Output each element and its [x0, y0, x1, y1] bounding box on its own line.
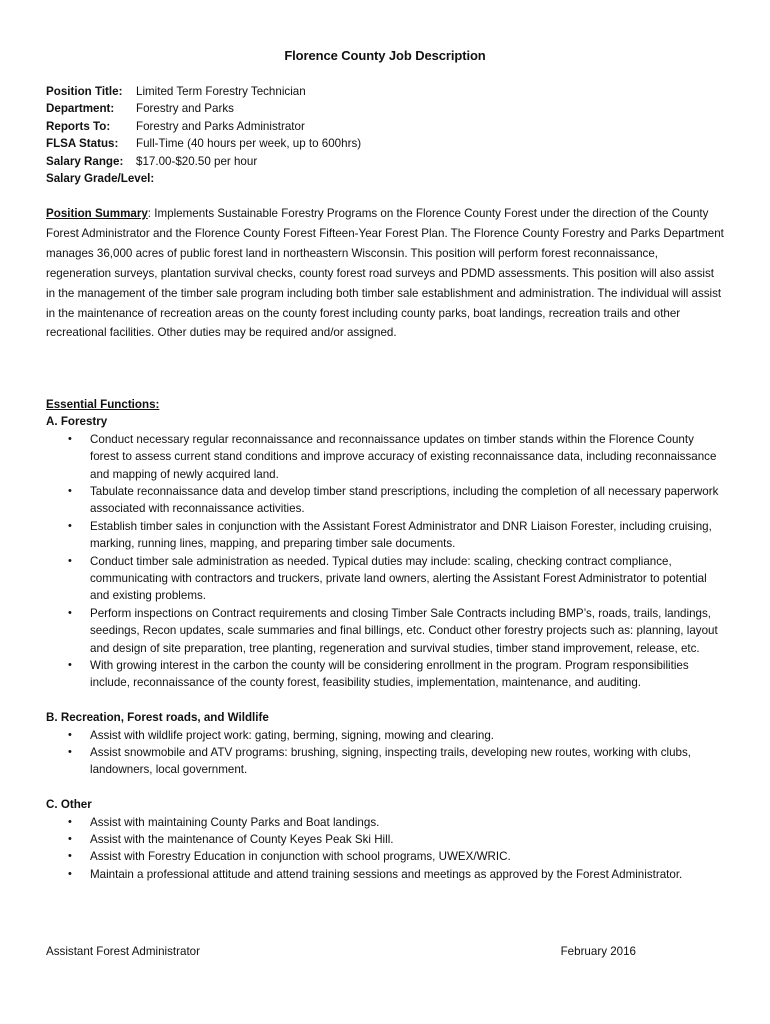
list-item-text: Assist with the maintenance of County Keyes Peak Ski Hill.	[90, 833, 394, 847]
position-summary-text: : Implements Sustainable Forestry Programs on the Florence County Forest under the direction of the County Forest Administrator and the Florence County Forest Fifteen-Year Forest Plan. The Florence County Forestry and Parks Department manages 36,000 acres of public forest land in northeastern Wisconsin. This position will perform forest reconnaissance, regeneration surveys, plantation survival checks, county forest road surveys and PDMD assessments. This position will also assist in the management of the timber sale program including both timber sale establishment and administration. The individual will assist in the maintenance of recreation areas on the county forest including county parks, boat landings, recreation trails and other recreational facilities. Other duties may be required and/or assigned.	[46, 207, 724, 340]
list-item	[46, 744, 726, 779]
list-item	[46, 483, 726, 518]
meta-label: Department:	[46, 102, 115, 116]
list-item	[46, 727, 726, 744]
list-item	[46, 553, 726, 605]
list-item	[46, 814, 726, 831]
meta-label: FLSA Status:	[46, 137, 119, 151]
list-item	[46, 866, 726, 883]
meta-label: Salary Grade/Level:	[46, 171, 155, 185]
meta-row-department	[46, 100, 361, 117]
bullet-icon: •	[68, 728, 72, 741]
list-item	[46, 831, 726, 848]
position-summary	[46, 204, 726, 343]
spacer	[46, 779, 726, 796]
bullet-icon: •	[68, 833, 72, 846]
bullet-icon: •	[68, 815, 72, 828]
essential-functions	[46, 396, 726, 883]
bullet-icon: •	[68, 659, 72, 672]
meta-value: Forestry and Parks Administrator	[136, 119, 305, 133]
meta-row-salary-grade	[46, 170, 361, 187]
recreation-list	[46, 727, 726, 779]
list-item-text: Conduct necessary regular reconnaissance and reconnaissance updates on timber stands within the Florence County forest to assess current stand conditions and improve accuracy of existing reconnaissance data, including reconnaissance and mapping of newly acquired land.	[90, 432, 717, 481]
essential-functions-heading: Essential Functions:	[46, 398, 160, 411]
bullet-icon: •	[68, 554, 72, 567]
list-item	[46, 518, 726, 553]
section-heading-forestry: A. Forestry	[46, 415, 108, 429]
document-title: Florence County Job Description	[284, 48, 486, 63]
meta-value: Forestry and Parks	[136, 102, 234, 116]
meta-label: Position Title:	[46, 85, 123, 98]
bullet-icon: •	[68, 606, 72, 619]
job-meta-block	[46, 83, 361, 187]
meta-label: Reports To:	[46, 119, 111, 133]
bullet-icon: •	[68, 519, 72, 532]
footer-author: Assistant Forest Administrator	[46, 945, 200, 958]
list-item-text: Establish timber sales in conjunction with the Assistant Forest Administrator and DNR Liaison Forester, including cruising, marking, running lines, mapping, and preparing timber sale documents.	[90, 519, 712, 551]
list-item-text: Perform inspections on Contract requirements and closing Timber Sale Contracts including BMP’s, roads, trails, landings, seedings, Recon updates, scale summaries and final billings, etc. Conduct other forestry projects such as: planning, layout and design of site preparation, tree planting, regeneration and survival studies, timber stand improvement, release, etc.	[90, 606, 718, 655]
forestry-list	[46, 431, 726, 692]
position-summary-label: Position Summary	[46, 207, 148, 220]
meta-value: Limited Term Forestry Technician	[136, 85, 306, 98]
list-item-text: Conduct timber sale administration as needed. Typical duties may include: scaling, checking contract compliance, communicating with contractors and truckers, private land owners, alerting the Assistant Forest Administrator to potential and existing problems.	[90, 554, 707, 603]
section-heading-other: C. Other	[46, 798, 92, 812]
meta-row-salary-range	[46, 153, 361, 170]
bullet-icon: •	[68, 850, 72, 863]
list-item	[46, 431, 726, 483]
list-item-text: Tabulate reconnaissance data and develop timber stand prescriptions, including the completion of all necessary paperwork associated with reconnaissance activities.	[90, 485, 719, 516]
meta-row-flsa-status	[46, 135, 361, 152]
list-item-text: Maintain a professional attitude and attend training sessions and meetings as approved by the Forest Administrator.	[90, 867, 683, 881]
section-heading-recreation: B. Recreation, Forest roads, and Wildlife	[46, 711, 269, 725]
meta-row-position-title	[46, 83, 361, 100]
footer-date: February 2016	[560, 945, 636, 958]
bullet-icon: •	[68, 485, 72, 497]
list-item	[46, 657, 726, 692]
bullet-icon: •	[68, 867, 72, 880]
list-item-text: Assist with wildlife project work: gating, berming, signing, mowing and clearing.	[90, 728, 495, 742]
meta-row-reports-to	[46, 118, 361, 135]
spacer	[46, 692, 726, 709]
list-item-text: With growing interest in the carbon the county will be considering enrollment in the program. Program responsibilities include, reconnaissance of the county forest, feasibility studies, implementation, maintenance, and auditing.	[90, 659, 689, 690]
list-item	[46, 848, 726, 865]
list-item	[46, 605, 726, 657]
bullet-icon: •	[68, 746, 72, 759]
bullet-icon: •	[68, 432, 72, 445]
meta-value: $17.00-$20.50 per hour	[136, 154, 258, 168]
list-item-text: Assist with maintaining County Parks and Boat landings.	[90, 815, 380, 829]
list-item-text: Assist with Forestry Education in conjunction with school programs, UWEX/WRIC.	[90, 850, 511, 864]
meta-value: Full-Time (40 hours per week, up to 600hrs)	[136, 137, 362, 151]
meta-label: Salary Range:	[46, 154, 124, 168]
other-list	[46, 814, 726, 884]
list-item-text: Assist snowmobile and ATV programs: brushing, signing, inspecting trails, developing new routes, working with clubs, landowners, local government.	[90, 746, 692, 777]
page-footer	[46, 943, 636, 960]
